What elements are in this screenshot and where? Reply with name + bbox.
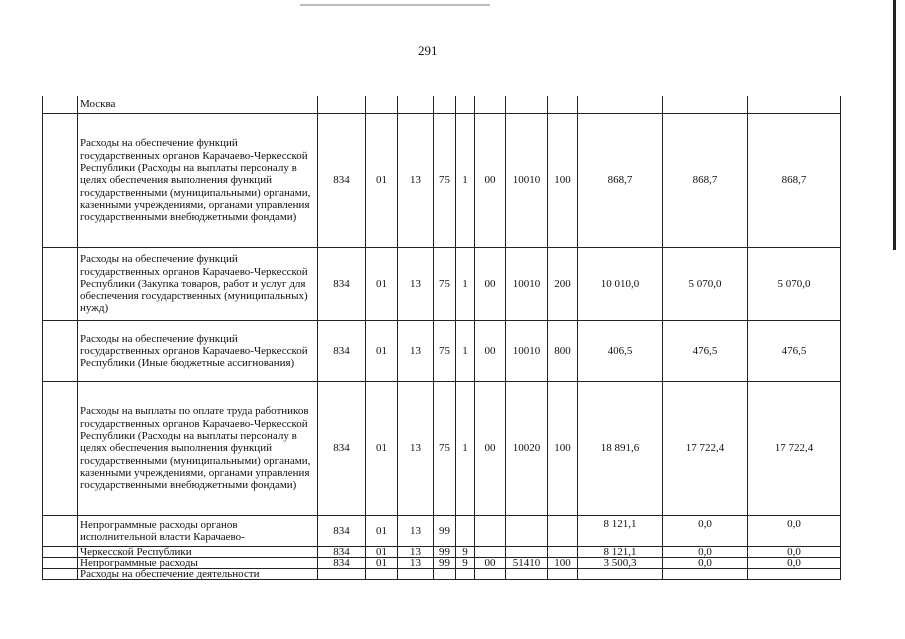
direction-cell <box>506 516 548 547</box>
subprogram-cell <box>456 96 475 114</box>
table-row <box>43 96 841 114</box>
admin-code-cell: 834 <box>318 114 366 248</box>
description-cell: Непрограммные расходы <box>78 558 318 569</box>
amount-year1-cell: 8 121,1 <box>578 516 663 547</box>
number-cell <box>43 516 78 547</box>
table-row <box>43 547 841 558</box>
program-cell: 75 <box>434 114 456 248</box>
admin-code-cell: 834 <box>318 248 366 321</box>
main-event-cell: 00 <box>475 114 506 248</box>
expense-type-cell: 100 <box>548 114 578 248</box>
amount-year3-cell: 17 722,4 <box>748 382 841 516</box>
expense-type-cell <box>548 569 578 580</box>
table-row <box>43 382 841 516</box>
admin-code-cell: 834 <box>318 558 366 569</box>
main-event-cell: 00 <box>475 321 506 382</box>
amount-year3-cell: 0,0 <box>748 558 841 569</box>
page-number: 291 <box>418 43 438 58</box>
direction-cell: 10010 <box>506 321 548 382</box>
program-cell: 75 <box>434 321 456 382</box>
amount-year1-cell <box>578 569 663 580</box>
program-cell: 75 <box>434 248 456 321</box>
scan-edge <box>893 0 896 250</box>
admin-code-cell: 834 <box>318 547 366 558</box>
expense-type-cell: 200 <box>548 248 578 321</box>
amount-year2-cell: 476,5 <box>663 321 748 382</box>
admin-code-cell: 834 <box>318 382 366 516</box>
subsection-cell: 13 <box>398 114 434 248</box>
subsection-cell: 13 <box>398 547 434 558</box>
subprogram-cell: 9 <box>456 558 475 569</box>
table-row <box>43 558 841 569</box>
section-cell: 01 <box>366 547 398 558</box>
description-cell: Непрограммные расходы органов исполнительной власти Карачаево- <box>78 516 318 547</box>
expense-type-cell <box>548 547 578 558</box>
amount-year1-cell: 10 010,0 <box>578 248 663 321</box>
amount-year2-cell <box>663 96 748 114</box>
amount-year2-cell: 0,0 <box>663 516 748 547</box>
amount-year2-cell: 0,0 <box>663 558 748 569</box>
amount-year3-cell <box>748 96 841 114</box>
amount-year2-cell: 0,0 <box>663 547 748 558</box>
amount-year3-cell: 868,7 <box>748 114 841 248</box>
section-cell <box>366 569 398 580</box>
program-cell: 99 <box>434 547 456 558</box>
subprogram-cell: 1 <box>456 321 475 382</box>
main-event-cell <box>475 569 506 580</box>
section-cell: 01 <box>366 382 398 516</box>
program-cell: 75 <box>434 382 456 516</box>
expense-type-cell <box>548 516 578 547</box>
budget-table <box>42 96 841 580</box>
description-cell: Расходы на обеспечение деятельности <box>78 569 318 580</box>
subprogram-cell <box>456 516 475 547</box>
amount-year1-cell: 406,5 <box>578 321 663 382</box>
amount-year2-cell <box>663 569 748 580</box>
program-cell: 99 <box>434 516 456 547</box>
table-row <box>43 321 841 382</box>
admin-code-cell: 834 <box>318 516 366 547</box>
number-cell <box>43 321 78 382</box>
subprogram-cell: 1 <box>456 382 475 516</box>
description-cell: Черкесской Республики <box>78 547 318 558</box>
subsection-cell: 13 <box>398 382 434 516</box>
direction-cell <box>506 569 548 580</box>
section-cell: 01 <box>366 114 398 248</box>
number-cell <box>43 558 78 569</box>
admin-code-cell <box>318 569 366 580</box>
subsection-cell: 13 <box>398 516 434 547</box>
subprogram-cell: 1 <box>456 114 475 248</box>
section-cell <box>366 96 398 114</box>
amount-year3-cell: 0,0 <box>748 516 841 547</box>
number-cell <box>43 569 78 580</box>
section-cell: 01 <box>366 516 398 547</box>
expense-type-cell <box>548 96 578 114</box>
admin-code-cell <box>318 96 366 114</box>
scan-artifact <box>300 4 490 6</box>
amount-year2-cell: 868,7 <box>663 114 748 248</box>
amount-year2-cell: 17 722,4 <box>663 382 748 516</box>
program-cell: 99 <box>434 558 456 569</box>
amount-year3-cell <box>748 569 841 580</box>
subprogram-cell: 9 <box>456 547 475 558</box>
description-cell: Москва <box>78 96 318 114</box>
section-cell: 01 <box>366 321 398 382</box>
subsection-cell: 13 <box>398 248 434 321</box>
main-event-cell <box>475 516 506 547</box>
number-cell <box>43 248 78 321</box>
main-event-cell <box>475 547 506 558</box>
expense-type-cell: 100 <box>548 382 578 516</box>
description-cell: Расходы на выплаты по оплате труда работников государственных органов Карачаево-Черкесской Республики (Расходы на выплаты персоналу в целях обеспечения выполнения функций государственными (муниципальными) органами, казенными учреждениями, органами управления государственными внебюджетными фондами) <box>78 382 318 516</box>
amount-year3-cell: 0,0 <box>748 547 841 558</box>
amount-year1-cell: 3 500,3 <box>578 558 663 569</box>
admin-code-cell: 834 <box>318 321 366 382</box>
program-cell <box>434 569 456 580</box>
program-cell <box>434 96 456 114</box>
amount-year3-cell: 476,5 <box>748 321 841 382</box>
amount-year1-cell: 8 121,1 <box>578 547 663 558</box>
direction-cell: 51410 <box>506 558 548 569</box>
table-row <box>43 569 841 580</box>
main-event-cell: 00 <box>475 558 506 569</box>
main-event-cell <box>475 96 506 114</box>
direction-cell <box>506 547 548 558</box>
direction-cell: 10010 <box>506 248 548 321</box>
amount-year3-cell: 5 070,0 <box>748 248 841 321</box>
section-cell: 01 <box>366 248 398 321</box>
table-row <box>43 516 841 547</box>
subsection-cell: 13 <box>398 321 434 382</box>
expense-type-cell: 800 <box>548 321 578 382</box>
number-cell <box>43 96 78 114</box>
description-cell: Расходы на обеспечение функций государственных органов Карачаево-Черкесской Республики (Иные бюджетные ассигнования) <box>78 321 318 382</box>
direction-cell <box>506 96 548 114</box>
number-cell <box>43 114 78 248</box>
section-cell: 01 <box>366 558 398 569</box>
main-event-cell: 00 <box>475 248 506 321</box>
description-cell: Расходы на обеспечение функций государственных органов Карачаево-Черкесской Республики (Расходы на выплаты персоналу в целях обеспечения выполнения функций государственными (муниципальными) органами, казенными учреждениями, органами управления государственными внебюджетными фондами) <box>78 114 318 248</box>
subprogram-cell: 1 <box>456 248 475 321</box>
main-event-cell: 00 <box>475 382 506 516</box>
number-cell <box>43 547 78 558</box>
direction-cell: 10010 <box>506 114 548 248</box>
table-row <box>43 114 841 248</box>
number-cell <box>43 382 78 516</box>
direction-cell: 10020 <box>506 382 548 516</box>
subprogram-cell <box>456 569 475 580</box>
amount-year2-cell: 5 070,0 <box>663 248 748 321</box>
subsection-cell: 13 <box>398 558 434 569</box>
amount-year1-cell <box>578 96 663 114</box>
description-cell: Расходы на обеспечение функций государственных органов Карачаево-Черкесской Республики (Закупка товаров, работ и услуг для обеспечения государственных (муниципальных) нужд) <box>78 248 318 321</box>
amount-year1-cell: 868,7 <box>578 114 663 248</box>
table-row <box>43 248 841 321</box>
subsection-cell <box>398 96 434 114</box>
subsection-cell <box>398 569 434 580</box>
expense-type-cell: 100 <box>548 558 578 569</box>
amount-year1-cell: 18 891,6 <box>578 382 663 516</box>
